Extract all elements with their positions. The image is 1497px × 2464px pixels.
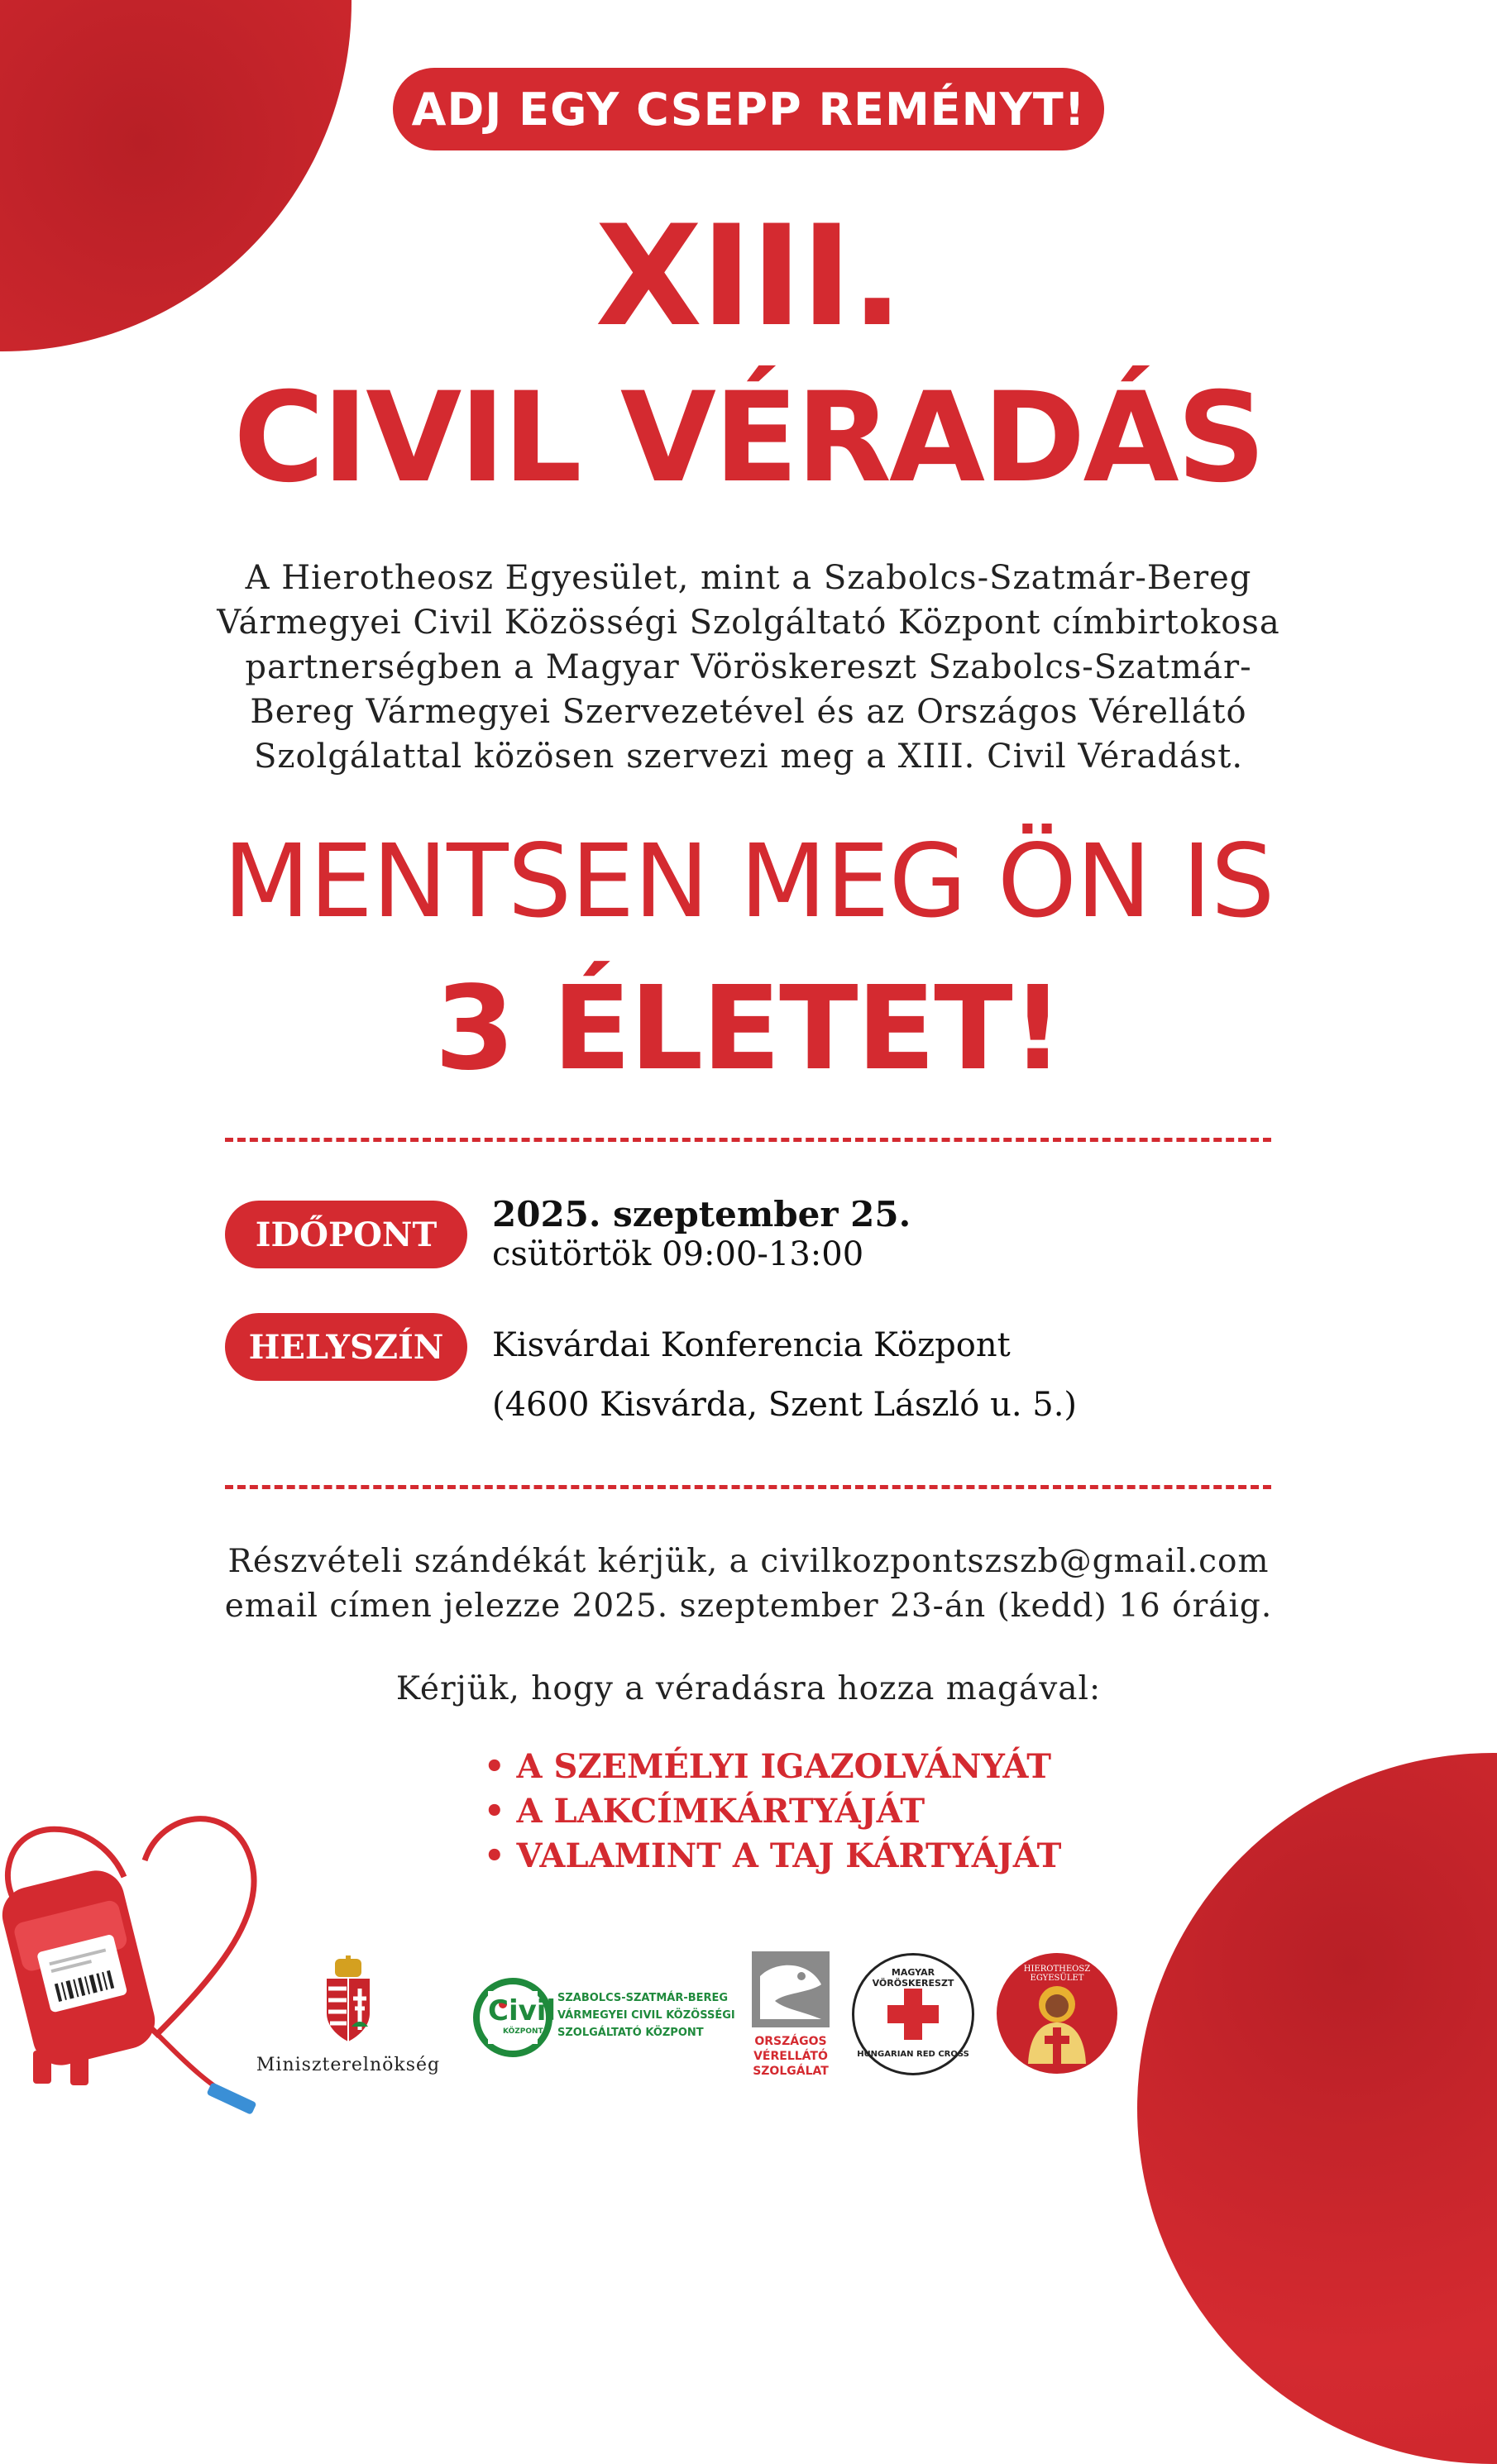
civil-center-line: VÁRMEGYEI CIVIL KÖZÖSSÉGI	[557, 2009, 735, 2022]
ministry-name: Miniszterelnökség	[256, 2055, 441, 2075]
intro-line: Bereg Vármegyei Szervezetével és az Országos Vérellátó	[250, 693, 1247, 731]
divider-bottom	[225, 1485, 1271, 1489]
civil-center-line: SZOLGÁLTATÓ KÖZPONT	[557, 2027, 704, 2039]
intro-line: Szolgálattal közösen szervezi meg a XIII. Civil Véradást.	[253, 738, 1244, 776]
requirement-item: • VALAMINT A TAJ KÁRTYÁJÁT	[484, 1834, 1061, 1879]
venue-address: (4600 Kisvárda, Szent László u. 5.)	[492, 1386, 1078, 1424]
blood-service-line: ORSZÁGOS	[754, 2035, 827, 2048]
hierotheosz-name: HIEROTHEOSZ EGYESÜLET	[1023, 1965, 1091, 1983]
bring-intro: Kérjük, hogy a véradásra hozza magával:	[395, 1670, 1102, 1707]
intro-line: Vármegyei Civil Közösségi Szolgáltató Központ címbirtokosa	[217, 604, 1280, 642]
civil-center-line: SZABOLCS-SZATMÁR-BEREG	[557, 1992, 729, 2004]
divider-top	[225, 1138, 1271, 1142]
blood-service-logo	[741, 1951, 840, 2079]
blood-service-line: SZOLGÁLAT	[753, 2065, 829, 2078]
red-cross-logo	[852, 1953, 974, 2075]
motto-line-1: MENTSEN MEG ÖN IS	[222, 823, 1275, 940]
ministry-logo	[245, 1955, 452, 2075]
civil-sub: KÖZPONT	[503, 2027, 543, 2036]
red-cross-top-text: MAGYAR VÖRÖSKERESZT	[872, 1967, 954, 1989]
requirement-item: • A LAKCÍMKÁRTYÁJÁT	[484, 1789, 1061, 1834]
intro-text	[149, 556, 1348, 779]
coat-of-arms-icon	[323, 1955, 373, 2046]
venue-name: Kisvárdai Konferencia Központ	[492, 1326, 1011, 1364]
requirements-list	[484, 1745, 1061, 1879]
saint-icon	[1020, 1981, 1094, 2064]
title-main: CIVIL VÉRADÁS	[233, 366, 1264, 510]
civil-center-logo	[471, 1970, 735, 2060]
registration-text	[124, 1540, 1373, 1629]
event-time: csütörtök 09:00-13:00	[492, 1235, 864, 1273]
intro-line: A Hierotheosz Egyesület, mint a Szabolcs-Szatmár-Bereg	[245, 559, 1252, 597]
civil-center-name	[557, 1989, 735, 2041]
civil-word: Civil	[488, 1994, 557, 2027]
registration-line: email címen jelezze 2025. szeptember 23-án (kedd) 16 óráig.	[224, 1588, 1273, 1625]
blood-bag-illustration	[0, 1786, 281, 2117]
blood-service-name	[741, 2034, 840, 2079]
blood-service-line: VÉRELLÁTÓ	[753, 2050, 828, 2063]
title-number: XIII.	[595, 195, 902, 357]
pelican-icon	[752, 1951, 830, 2027]
slogan-pill: ADJ EGY CSEPP REMÉNYT!	[393, 68, 1104, 150]
time-label: IDŐPONT	[225, 1201, 467, 1268]
red-cross-icon	[884, 1985, 942, 2043]
hierotheosz-logo	[997, 1953, 1117, 2074]
place-label: HELYSZÍN	[225, 1313, 467, 1381]
event-date: 2025. szeptember 25.	[492, 1194, 911, 1234]
red-cross-bottom-text: HUNGARIAN RED CROSS	[857, 2050, 969, 2059]
motto-line-2: 3 ÉLETET!	[434, 962, 1063, 1096]
intro-line: partnerségben a Magyar Vöröskereszt Szabolcs-Szatmár-	[245, 648, 1252, 686]
registration-line: Részvételi szándékát kérjük, a civilkozpontszszb@gmail.com	[227, 1543, 1270, 1580]
requirement-item: • A SZEMÉLYI IGAZOLVÁNYÁT	[484, 1745, 1061, 1789]
corner-circle-bottom-right	[1137, 1753, 1497, 2464]
